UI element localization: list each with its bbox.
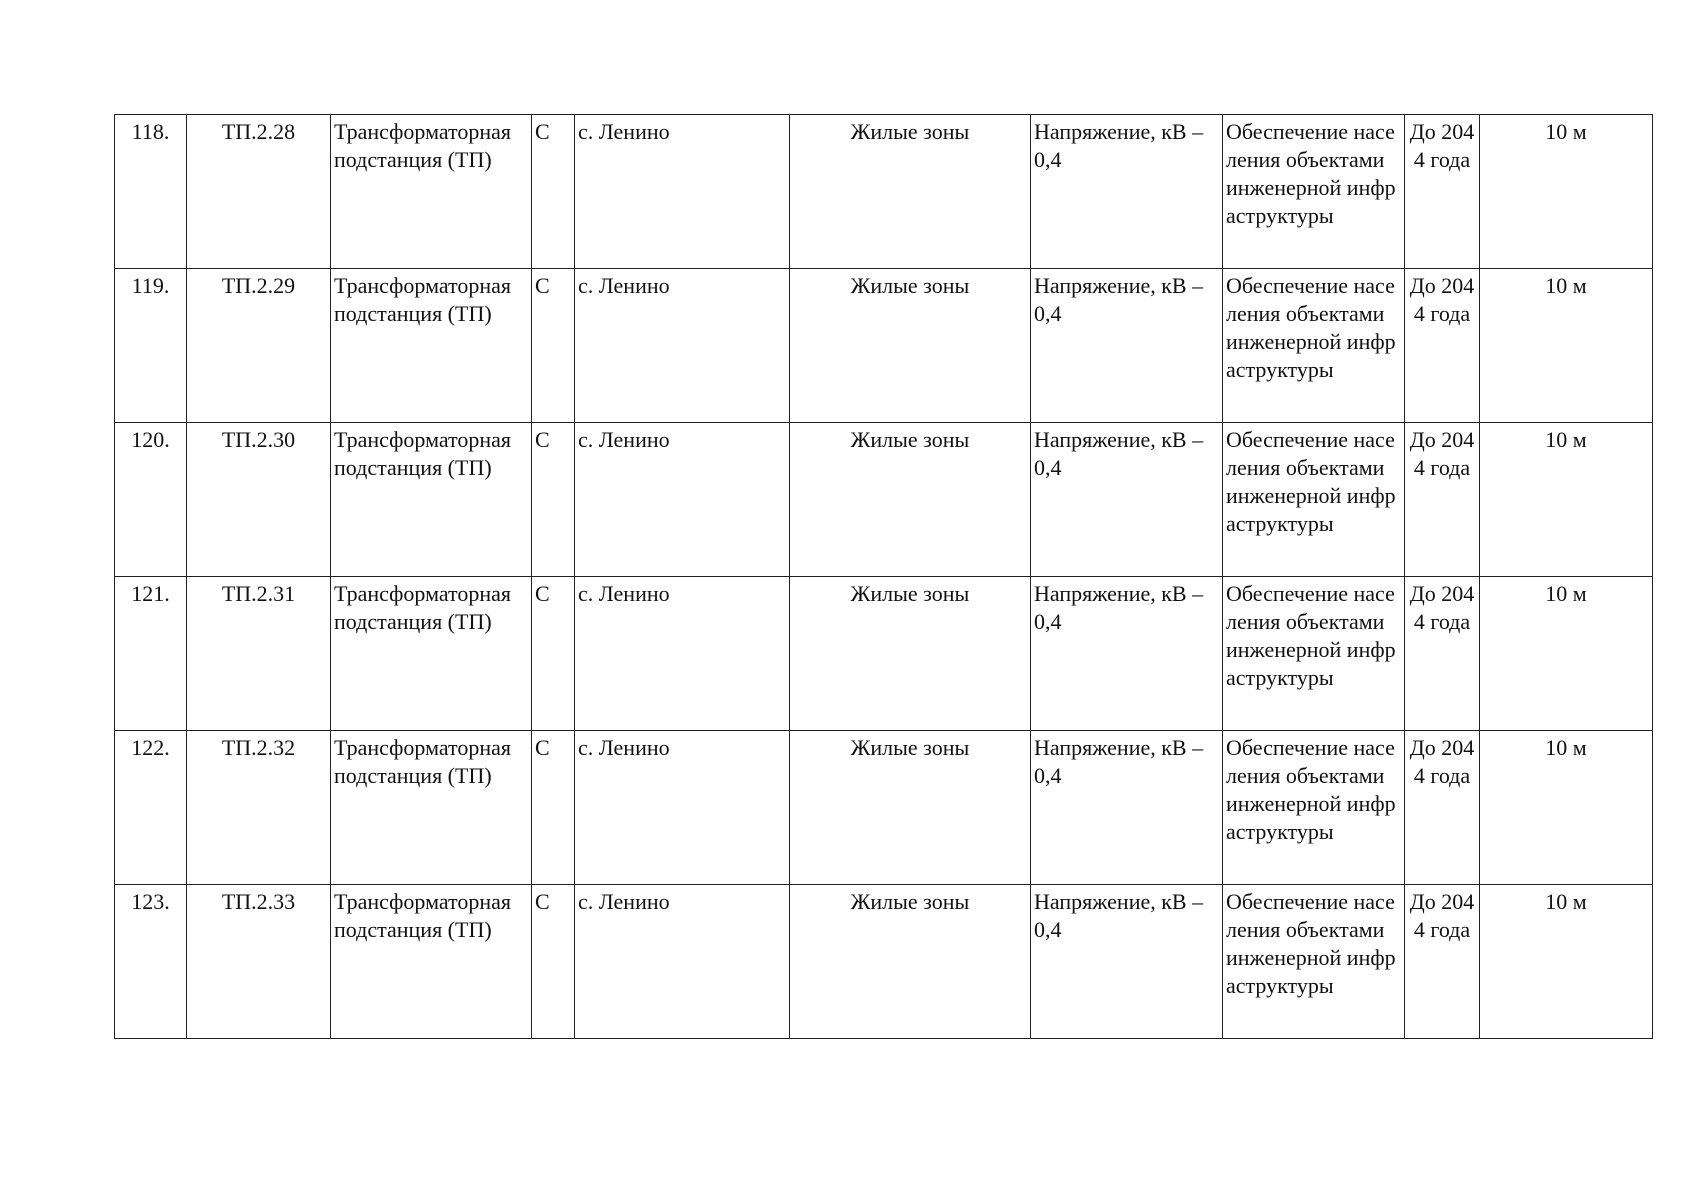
object-purpose: Обеспечение населения объектами инженерной инфраструктуры bbox=[1223, 731, 1405, 885]
protection-zone-size: 10 м bbox=[1480, 885, 1653, 1039]
protection-zone-size: 10 м bbox=[1480, 115, 1653, 269]
functional-zone: Жилые зоны bbox=[790, 885, 1031, 1039]
object-status: С bbox=[532, 731, 575, 885]
row-number: 118. bbox=[115, 115, 187, 269]
protection-zone-size: 10 м bbox=[1480, 423, 1653, 577]
object-name: Трансформаторная подстанция (ТП) bbox=[331, 577, 532, 731]
row-number: 123. bbox=[115, 885, 187, 1039]
object-code: ТП.2.28 bbox=[187, 115, 331, 269]
object-code: ТП.2.29 bbox=[187, 269, 331, 423]
object-term: До 2044 года bbox=[1405, 885, 1480, 1039]
table-row bbox=[115, 115, 1653, 269]
row-number: 120. bbox=[115, 423, 187, 577]
object-term: До 2044 года bbox=[1405, 577, 1480, 731]
object-term: До 2044 года bbox=[1405, 731, 1480, 885]
row-number: 122. bbox=[115, 731, 187, 885]
object-parameter: Напряжение, кВ – 0,4 bbox=[1031, 269, 1223, 423]
protection-zone-size: 10 м bbox=[1480, 269, 1653, 423]
object-status: С bbox=[532, 269, 575, 423]
object-purpose: Обеспечение населения объектами инженерной инфраструктуры bbox=[1223, 577, 1405, 731]
table-row bbox=[115, 423, 1653, 577]
functional-zone: Жилые зоны bbox=[790, 731, 1031, 885]
object-term: До 2044 года bbox=[1405, 423, 1480, 577]
object-code: ТП.2.32 bbox=[187, 731, 331, 885]
object-parameter: Напряжение, кВ – 0,4 bbox=[1031, 115, 1223, 269]
object-name: Трансформаторная подстанция (ТП) bbox=[331, 885, 532, 1039]
object-name: Трансформаторная подстанция (ТП) bbox=[331, 269, 532, 423]
object-status: С bbox=[532, 885, 575, 1039]
object-status: С bbox=[532, 115, 575, 269]
object-parameter: Напряжение, кВ – 0,4 bbox=[1031, 885, 1223, 1039]
functional-zone: Жилые зоны bbox=[790, 269, 1031, 423]
functional-zone: Жилые зоны bbox=[790, 423, 1031, 577]
row-number: 121. bbox=[115, 577, 187, 731]
object-location: с. Ленино bbox=[575, 731, 790, 885]
object-name: Трансформаторная подстанция (ТП) bbox=[331, 731, 532, 885]
object-location: с. Ленино bbox=[575, 577, 790, 731]
protection-zone-size: 10 м bbox=[1480, 577, 1653, 731]
object-purpose: Обеспечение населения объектами инженерной инфраструктуры bbox=[1223, 423, 1405, 577]
object-name: Трансформаторная подстанция (ТП) bbox=[331, 423, 532, 577]
table-row bbox=[115, 885, 1653, 1039]
object-location: с. Ленино bbox=[575, 423, 790, 577]
object-purpose: Обеспечение населения объектами инженерной инфраструктуры bbox=[1223, 115, 1405, 269]
functional-zone: Жилые зоны bbox=[790, 115, 1031, 269]
object-location: с. Ленино bbox=[575, 115, 790, 269]
object-code: ТП.2.31 bbox=[187, 577, 331, 731]
object-term: До 2044 года bbox=[1405, 269, 1480, 423]
object-term: До 2044 года bbox=[1405, 115, 1480, 269]
table-row bbox=[115, 731, 1653, 885]
table-row bbox=[115, 577, 1653, 731]
object-parameter: Напряжение, кВ – 0,4 bbox=[1031, 423, 1223, 577]
object-location: с. Ленино bbox=[575, 269, 790, 423]
object-status: С bbox=[532, 577, 575, 731]
functional-zone: Жилые зоны bbox=[790, 577, 1031, 731]
table-body bbox=[115, 115, 1653, 1039]
object-parameter: Напряжение, кВ – 0,4 bbox=[1031, 577, 1223, 731]
object-purpose: Обеспечение населения объектами инженерной инфраструктуры bbox=[1223, 885, 1405, 1039]
object-purpose: Обеспечение населения объектами инженерной инфраструктуры bbox=[1223, 269, 1405, 423]
object-code: ТП.2.33 bbox=[187, 885, 331, 1039]
object-status: С bbox=[532, 423, 575, 577]
table-row bbox=[115, 269, 1653, 423]
object-code: ТП.2.30 bbox=[187, 423, 331, 577]
object-name: Трансформаторная подстанция (ТП) bbox=[331, 115, 532, 269]
row-number: 119. bbox=[115, 269, 187, 423]
object-location: с. Ленино bbox=[575, 885, 790, 1039]
objects-table bbox=[114, 114, 1653, 1039]
protection-zone-size: 10 м bbox=[1480, 731, 1653, 885]
object-parameter: Напряжение, кВ – 0,4 bbox=[1031, 731, 1223, 885]
